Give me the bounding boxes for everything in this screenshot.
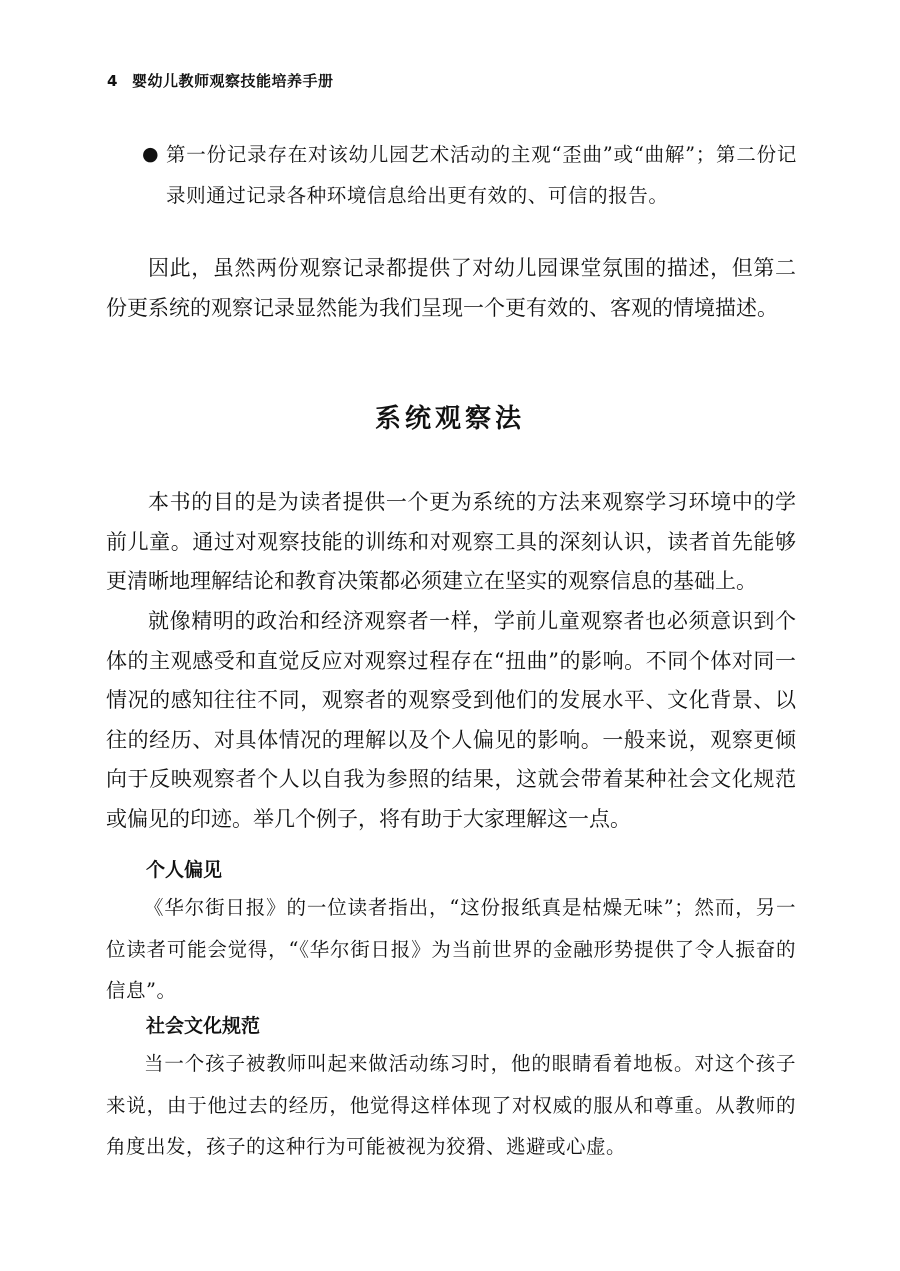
section-title: 系统观察法 (374, 404, 525, 434)
bullet-item (142, 134, 797, 216)
page-number: 4 (107, 72, 118, 90)
book-title: 婴幼儿教师观察技能培养手册 (131, 72, 334, 90)
bullet-dot-icon: ● (142, 143, 159, 165)
section-paragraph-2: 就像精明的政治和经济观察者一样，学前儿童观察者也必须意识到个体的主观感受和直觉反应对观察过程存在“扭曲”的影响。不同个体对同一情况的感知往往不同，观察者的观察受到他们的发展水平、文化背景、以往的经历、对具体情况的理解以及个人偏见的影响。一般来说，观察更倾向于反映观察者个人以自我为参照的结果，这就会带着某种社会文化规范或偏见的印迹。举几个例子，将有助于大家理解这一点。 (106, 609, 796, 831)
example-heading-sociocultural-norms: 社会文化规范 (146, 1015, 261, 1037)
example-heading-personal-bias: 个人偏见 (146, 859, 223, 881)
example-text-sociocultural-norms: 当一个孩子被教师叫起来做活动练习时，他的眼睛看着地板。对这个孩子来说，由于他过去的经历，他觉得这样体现了对权威的服从和尊重。从教师的角度出发，孩子的这种行为可能被视为狡猾、逃避或心虚。 (106, 1052, 796, 1158)
example-text-personal-bias: 《华尔街日报》的一位读者指出，“这份报纸真是枯燥无味”；然而，另一位读者可能会觉得，“《华尔街日报》为当前世界的金融形势提供了令人振奋的信息”。 (106, 896, 796, 1002)
section-paragraph-1: 本书的目的是为读者提供一个更为系统的方法来观察学习环境中的学前儿童。通过对观察技能的训练和对观察工具的深刻认识，读者首先能够更清晰地理解结论和教育决策都必须建立在坚实的观察信息的基础上。 (106, 490, 796, 593)
running-header (107, 70, 333, 91)
conclusion-paragraph: 因此，虽然两份观察记录都提供了对幼儿园课堂氛围的描述，但第二份更系统的观察记录显然能为我们呈现一个更有效的、客观的情境描述。 (106, 256, 796, 320)
bullet-text: 第一份记录存在对该幼儿园艺术活动的主观“歪曲”或“曲解”；第二份记录则通过记录各种环境信息给出更有效的、可信的报告。 (166, 143, 797, 207)
